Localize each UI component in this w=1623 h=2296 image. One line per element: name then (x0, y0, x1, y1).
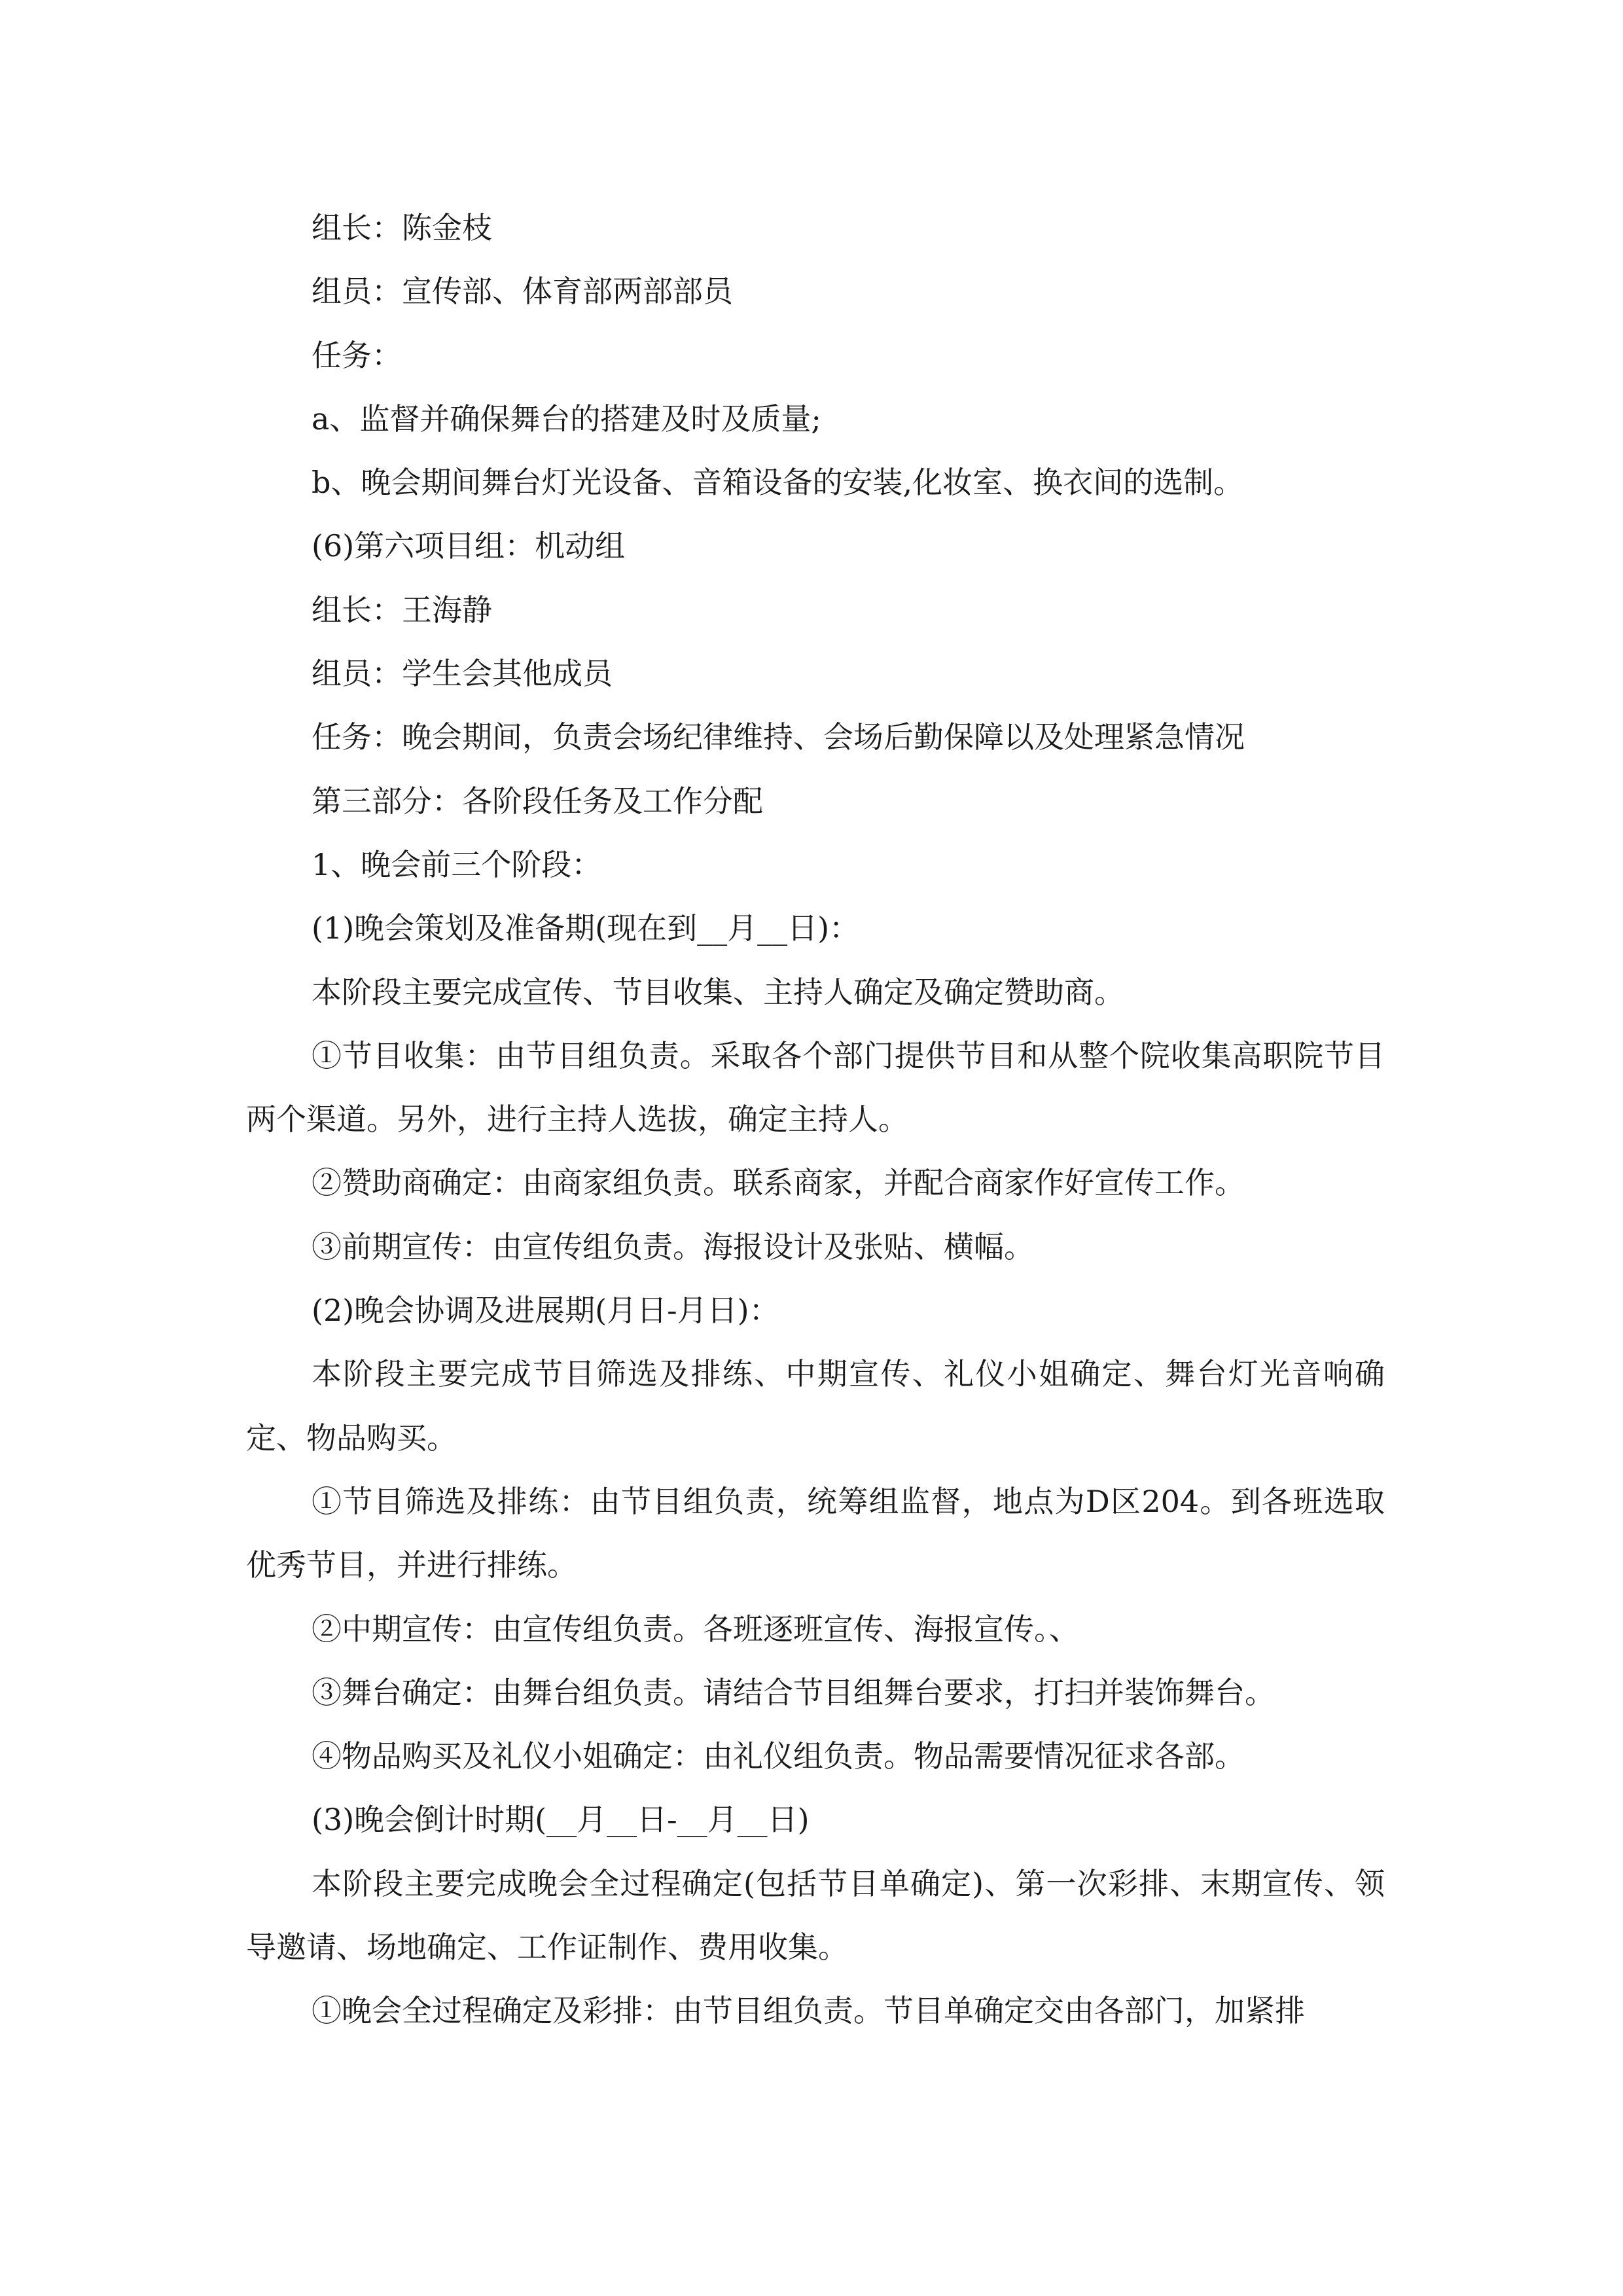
paragraph: (1)晚会策划及准备期(现在到__月__日)： (312, 910, 860, 946)
paragraph: a、监督并确保舞台的搭建及时及质量; (312, 401, 821, 437)
paragraph: 第三部分：各阶段任务及工作分配 (312, 783, 763, 819)
paragraph: 组员：宣传部、体育部两部部员 (312, 274, 733, 310)
paragraph: ②赞助商确定：由商家组负责。联系商家，并配合商家作好宣传工作。 (312, 1165, 1245, 1201)
paragraph: (6)第六项目组：机动组 (312, 528, 626, 564)
paragraph: 本阶段主要完成晚会全过程确定(包括节目单确定)、第一次彩排、末期宣传、领导邀请、场地确定、工作证制作、费用收集。 (246, 1865, 1385, 1965)
paragraph: ②中期宣传：由宣传组负责。各班逐班宣传、海报宣传。、 (312, 1611, 1079, 1647)
paragraph: ①节目筛选及排练：由节目组负责，统筹组监督，地点为D区204。到各班选取优秀节目，并进行排练。 (246, 1483, 1385, 1583)
paragraph: 组长：王海静 (312, 592, 492, 628)
paragraph: ③前期宣传：由宣传组负责。海报设计及张贴、横幅。 (312, 1229, 1034, 1265)
paragraph: 任务： (312, 337, 402, 373)
paragraph: (3)晚会倒计时期(__月__日-__月__日) (312, 1802, 810, 1838)
paragraph: 任务：晚会期间，负责会场纪律维持、会场后勤保障以及处理紧急情况 (312, 719, 1245, 755)
paragraph: 组长：陈金枝 (312, 210, 492, 245)
paragraph: 本阶段主要完成宣传、节目收集、主持人确定及确定赞助商。 (312, 974, 1124, 1010)
paragraph: 1、晚会前三个阶段： (312, 846, 602, 882)
paragraph: ③舞台确定：由舞台组负责。请结合节目组舞台要求，打扫并装饰舞台。 (312, 1674, 1275, 1710)
paragraph: ①节目收集：由节目组负责。采取各个部门提供节目和从整个院收集高职院节目两个渠道。另外，进行主持人选拔，确定主持人。 (246, 1037, 1385, 1138)
paragraph: b、晚会期间舞台灯光设备、音箱设备的安装,化妆室、换衣间的选制。 (312, 465, 1244, 501)
paragraph: 本阶段主要完成节目筛选及排练、中期宣传、礼仪小姐确定、舞台灯光音响确定、物品购买。 (246, 1356, 1385, 1456)
paragraph: 组员：学生会其他成员 (312, 656, 613, 692)
paragraph: ①晚会全过程确定及彩排：由节目组负责。节目单确定交由各部门，加紧排 (312, 1993, 1305, 2029)
paragraph: ④物品购买及礼仪小姐确定：由礼仪组负责。物品需要情况征求各部。 (312, 1738, 1245, 1774)
document-body (246, 196, 1385, 2043)
paragraph: (2)晚会协调及进展期(月日-月日)： (312, 1293, 779, 1329)
